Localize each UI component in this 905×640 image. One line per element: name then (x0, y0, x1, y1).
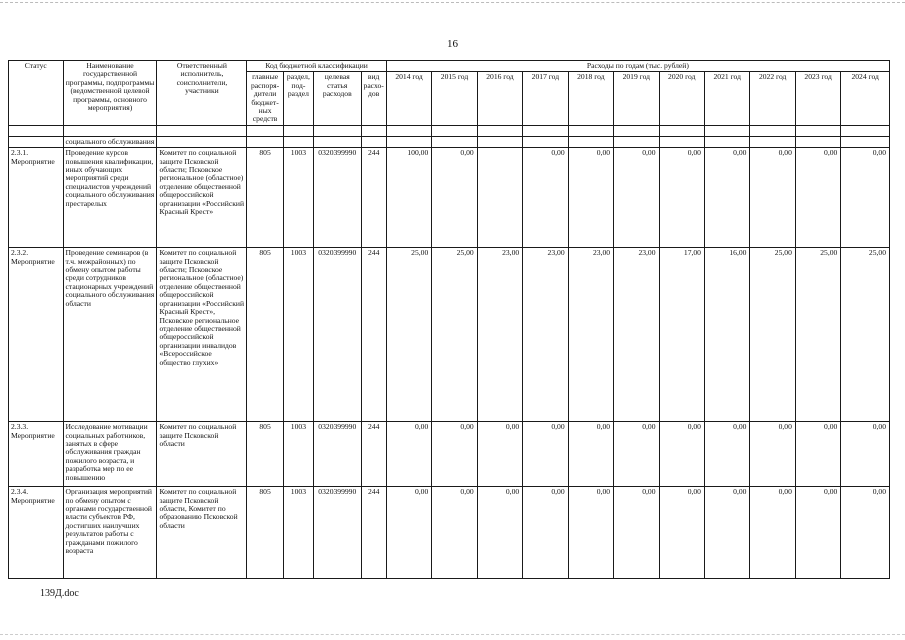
row-name: Организация мероприятий по обмену опытом с органами государственной власти субъектов РФ, достигших наилучших результатов работы с гражданами пожилого возраста (63, 487, 157, 579)
header-year: 2023 год (795, 72, 840, 125)
row-value: 0,00 (659, 148, 704, 248)
row-value: 0,00 (614, 148, 659, 248)
header-budget-code: Код бюджетной классификации (247, 61, 386, 72)
row-value: 16,00 (704, 248, 749, 422)
row-value: 0,00 (386, 487, 431, 579)
header-year: 2016 год (477, 72, 522, 125)
row-value: 25,00 (386, 248, 431, 422)
row-executor: Комитет по социальной защите Псковской области; Псковское региональное (областное) отделение общественной общероссийской организации «Российский Красный Крест» (157, 148, 247, 248)
header-executor: Ответственный исполнитель, соисполнители, участники (157, 61, 247, 126)
row-chief-admin: 805 (247, 248, 283, 422)
header-year: 2018 год (568, 72, 613, 125)
row-value: 0,00 (750, 487, 795, 579)
row-expense-type: 244 (361, 422, 386, 487)
row-value: 0,00 (750, 148, 795, 248)
row-section: 1003 (283, 422, 313, 487)
header-year: 2021 год (704, 72, 749, 125)
row-value: 0,00 (523, 487, 568, 579)
row-value: 0,00 (568, 422, 613, 487)
table-row (9, 136, 890, 147)
row-status: 2.3.3. Мероприятие (9, 422, 64, 487)
row-executor: Комитет по социальной защите Псковской области; Псковское региональное (областное) отделение общественной общероссийской организации «Российский Красный Крест», Псковское региональное отделение общественной общероссийской организации инвалидов «Всероссийское общество глухих» (157, 248, 247, 422)
header-year: 2024 год (841, 72, 890, 125)
row-section: 1003 (283, 148, 313, 248)
header-year: 2017 год (523, 72, 568, 125)
row-value (477, 148, 522, 248)
row-target-item: 0320399990 (314, 487, 361, 579)
row-section: 1003 (283, 248, 313, 422)
scan-edge-top (0, 2, 905, 3)
row-value: 100,00 (386, 148, 431, 248)
header-chief-admin: главные распоря-дители бюджет-ных средств (247, 72, 283, 125)
scan-edge-bottom (0, 634, 905, 635)
header-year: 2019 год (614, 72, 659, 125)
row-value: 23,00 (568, 248, 613, 422)
row-chief-admin: 805 (247, 148, 283, 248)
row-value: 23,00 (477, 248, 522, 422)
row-executor: Комитет по социальной защите Псковской области (157, 422, 247, 487)
row-status: 2.3.2. Мероприятие (9, 248, 64, 422)
continuation-text: социального обслуживания (63, 136, 157, 147)
row-name: Проведение курсов повышения квалификации, иных обучающих мероприятий среди специалистов учреждений социального обслуживания престарелых (63, 148, 157, 248)
row-target-item: 0320399990 (314, 422, 361, 487)
table-row (9, 148, 890, 248)
row-value: 25,00 (795, 248, 840, 422)
header-year: 2014 год (386, 72, 431, 125)
row-value: 25,00 (841, 248, 890, 422)
header-status: Статус (9, 61, 64, 126)
row-value: 0,00 (614, 487, 659, 579)
header-year: 2015 год (432, 72, 477, 125)
row-chief-admin: 805 (247, 487, 283, 579)
budget-table (8, 60, 890, 579)
row-value: 0,00 (432, 487, 477, 579)
row-value: 0,00 (841, 422, 890, 487)
row-value: 0,00 (568, 487, 613, 579)
row-name: Проведение семинаров (в т.ч. межрайонных) по обмену опытом работы среди сотрудников стационарных учреждений социального обслуживания области (63, 248, 157, 422)
row-target-item: 0320399990 (314, 248, 361, 422)
row-value: 0,00 (795, 422, 840, 487)
header-section: раздел, под-раздел (283, 72, 313, 125)
header-name: Наименование государственной программы, подпрограммы (ведомственной целевой программы, основного мероприятия) (63, 61, 157, 126)
row-value: 0,00 (841, 148, 890, 248)
row-value: 23,00 (523, 248, 568, 422)
header-expenses: Расходы по годам (тыс. рублей) (386, 61, 889, 72)
row-value: 25,00 (432, 248, 477, 422)
row-value: 0,00 (386, 422, 431, 487)
row-value: 0,00 (841, 487, 890, 579)
row-value: 0,00 (523, 148, 568, 248)
row-value: 0,00 (477, 422, 522, 487)
row-value: 0,00 (704, 487, 749, 579)
header-year: 2022 год (750, 72, 795, 125)
row-value: 0,00 (659, 487, 704, 579)
row-value: 0,00 (704, 422, 749, 487)
row-value: 0,00 (432, 148, 477, 248)
row-value: 0,00 (523, 422, 568, 487)
table-row (9, 125, 890, 136)
row-value: 0,00 (432, 422, 477, 487)
row-target-item: 0320399990 (314, 148, 361, 248)
header-expense-type: вид расхо-дов (361, 72, 386, 125)
row-status: 2.3.1. Мероприятие (9, 148, 64, 248)
row-name: Исследование мотивации социальных работников, занятых в сфере обслуживания граждан пожилого возраста, и разработка мер по ее повышению (63, 422, 157, 487)
row-value: 0,00 (795, 148, 840, 248)
row-chief-admin: 805 (247, 422, 283, 487)
row-expense-type: 244 (361, 148, 386, 248)
row-value: 0,00 (659, 422, 704, 487)
row-value: 0,00 (795, 487, 840, 579)
footer-filename: 139Д.doc (40, 588, 79, 599)
row-value: 23,00 (614, 248, 659, 422)
row-expense-type: 244 (361, 487, 386, 579)
table-row (9, 487, 890, 579)
row-value: 0,00 (614, 422, 659, 487)
row-value: 17,00 (659, 248, 704, 422)
row-value: 0,00 (477, 487, 522, 579)
row-section: 1003 (283, 487, 313, 579)
row-value: 0,00 (750, 422, 795, 487)
row-expense-type: 244 (361, 248, 386, 422)
row-value: 0,00 (704, 148, 749, 248)
header-target-item: целевая статья расходов (314, 72, 361, 125)
row-executor: Комитет по социальной защите Псковской области, Комитет по образованию Псковской области (157, 487, 247, 579)
table-row (9, 422, 890, 487)
header-year: 2020 год (659, 72, 704, 125)
row-value: 25,00 (750, 248, 795, 422)
table-row (9, 248, 890, 422)
page-number: 16 (447, 38, 458, 50)
row-value: 0,00 (568, 148, 613, 248)
row-status: 2.3.4. Мероприятие (9, 487, 64, 579)
